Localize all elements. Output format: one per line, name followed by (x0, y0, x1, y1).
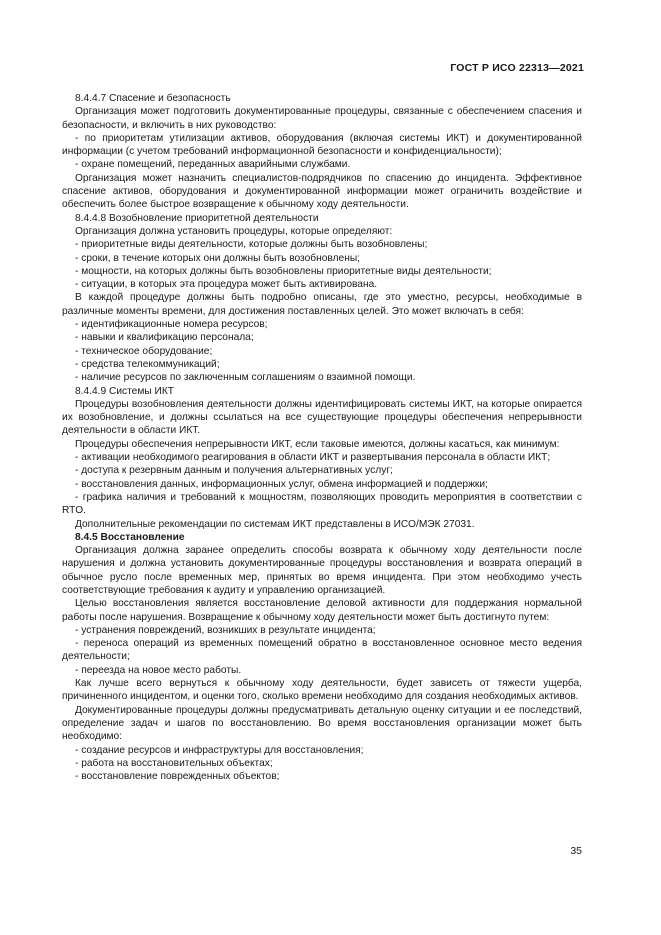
section-heading: 8.4.4.7 Спасение и безопасность (75, 93, 231, 104)
list-item: - по приоритетам утилизации активов, оборудования (включая системы ИКТ) и документированной информации (с учетом требований информационной безопасности и конфиденциальности); (62, 132, 582, 158)
paragraph: Процедуры возобновления деятельности должны идентифицировать системы ИКТ, на которые опирается их возобновление, и должны ссылаться на все существующие процедуры обеспечения непрерывности деятельности в области ИКТ. (62, 398, 582, 437)
paragraph: В каждой процедуре должны быть подробно описаны, где это уместно, ресурсы, необходимые в различные моменты времени, для достижения поставленных целей. Это может включать в себя: (62, 292, 582, 317)
list-item: - ситуации, в которых эта процедура может быть активирована. (75, 279, 378, 291)
list-item: - восстановления данных, информационных услуг, обмена информацией и поддержки; (75, 478, 488, 490)
section-heading: 8.4.4.9 Системы ИКТ (75, 385, 174, 397)
list-item: - устранения повреждений, возникших в результате инцидента; (75, 624, 376, 636)
list-item: - доступа к резервным данным и получения альтернативных услуг; (75, 465, 393, 477)
list-item: - сроки, в течение которых они должны быть возобновлены; (75, 252, 360, 264)
section-heading: 8.4.4.8 Возобновление приоритетной деятельности (75, 212, 319, 224)
list-item: - создание ресурсов и инфраструктуры для восстановления; (75, 744, 364, 756)
list-item: - охране помещений, переданных аварийными службами. (75, 159, 351, 171)
list-item: - средства телекоммуникаций; (75, 358, 220, 370)
list-item: - навыки и квалификацию персонала; (75, 332, 254, 344)
list-item: - идентификационные номера ресурсов; (75, 319, 268, 331)
paragraph: Организация может назначить специалистов-подрядчиков по спасению до инцидента. Эффективное спасение активов, оборудования и документированной информации может ограничить воздействие и обеспечить более быстрое возвращение к обычному ходу деятельности. (62, 172, 582, 211)
paragraph: Дополнительные рекомендации по системам ИКТ представлены в ИСО/МЭК 27031. (75, 518, 475, 530)
list-item: - техническое оборудование; (75, 345, 213, 357)
paragraph: Организация может подготовить документированные процедуры, связанные с обеспечением спасения и безопасности, и включить в них руководство: (62, 106, 582, 131)
paragraph: Как лучше всего вернуться к обычному ходу деятельности, будет зависеть от тяжести ущерба, причиненного инцидентом, и оценки того, сколько времени необходимо для создания необходимых активов. (62, 678, 582, 703)
list-item: - графика наличия и требований к мощностям, позволяющих проводить мероприятия в соответствии с RTO. (62, 491, 582, 517)
document-body (62, 92, 582, 783)
paragraph: Документированные процедуры должны предусматривать детальную оценку ситуации и ее последствий, определение задач и шагов по восстановлению. Во время восстановления организации может быть необходимо: (62, 704, 582, 743)
paragraph: Организация должна заранее определить способы возврата к обычному ходу деятельности после нарушения и должна установить документированные процедуры восстановления и возврата операций в обычное русло после временных мер, принятых во время инцидента. При этом необходимо учесть соответствующие требования к аудиту и управлению организацией. (62, 545, 582, 596)
paragraph: Процедуры обеспечения непрерывности ИКТ, если таковые имеются, должны касаться, как минимум: (75, 438, 560, 450)
list-item: - переноса операций из временных помещений обратно в восстановленное основное место ведения деятельности; (62, 638, 582, 663)
section-heading-bold: 8.4.5 Восстановление (75, 531, 185, 543)
list-item: - наличие ресурсов по заключенным соглашениям о взаимной помощи. (75, 372, 416, 384)
paragraph: Целью восстановления является восстановление деловой активности для поддержания нормальной работы после нарушения. Возвращение к обычному ходу деятельности может быть достигнуто путем: (62, 598, 582, 623)
list-item: - приоритетные виды деятельности, которые должны быть возобновлены; (75, 239, 428, 251)
list-item: - активации необходимого реагирования в области ИКТ и развертывания персонала в области ИКТ; (75, 452, 551, 464)
list-item: - мощности, на которых должны быть возобновлены приоритетные виды деятельности; (75, 265, 492, 277)
page-number: 35 (570, 845, 582, 857)
paragraph: Организация должна установить процедуры, которые определяют: (75, 225, 393, 237)
document-header: ГОСТ Р ИСО 22313—2021 (450, 62, 584, 74)
list-item: - переезда на новое место работы. (75, 664, 242, 676)
list-item: - восстановление поврежденных объектов; (75, 771, 280, 783)
list-item: - работа на восстановительных объектах; (75, 757, 273, 769)
